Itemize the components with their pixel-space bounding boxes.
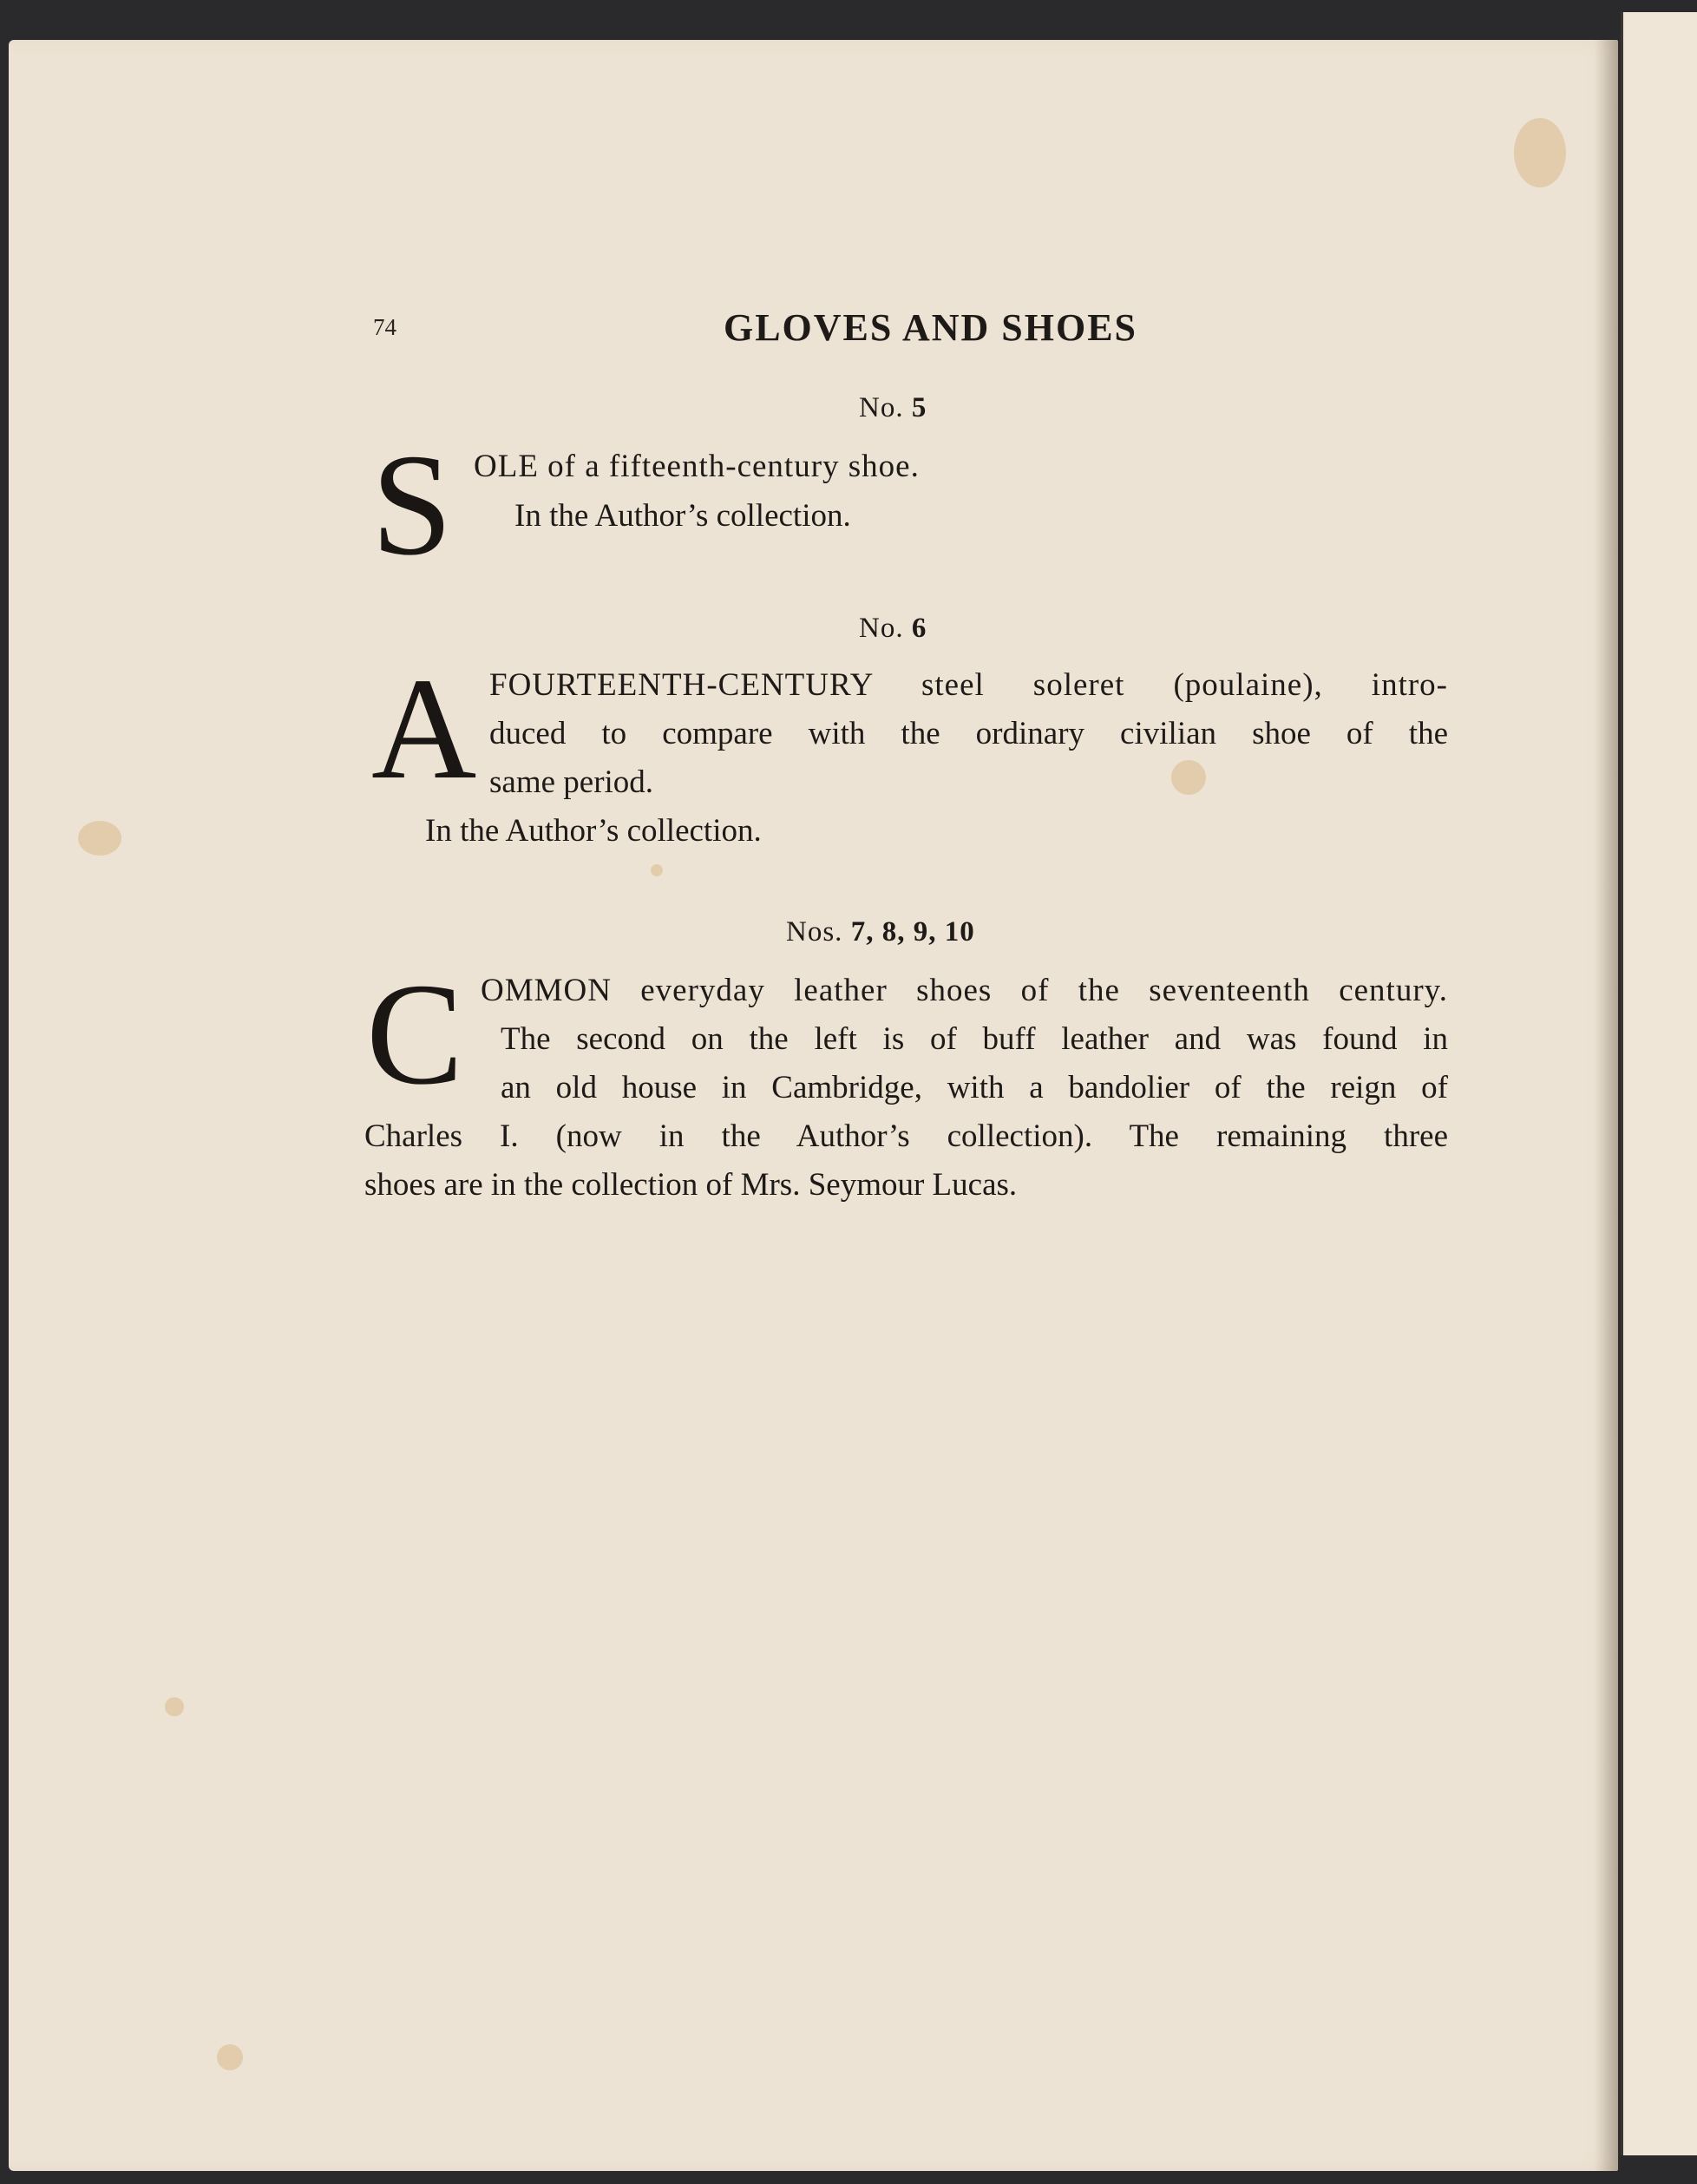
entry-text-line: OMMON everyday leather shoes of the seventeenth century. [481, 973, 1448, 1008]
spine-shadow [1595, 40, 1621, 2171]
entry-heading-prefix: No. [859, 392, 904, 423]
foxing-stain [1514, 118, 1566, 187]
foxing-stain [78, 821, 121, 856]
dropcap: A [371, 648, 477, 810]
book-page [9, 40, 1618, 2171]
next-page-edge [1621, 12, 1697, 2155]
foxing-stain [217, 2044, 243, 2070]
entry-text-line: same period. [489, 764, 654, 800]
entry-text-line: OLE of a fifteenth-century shoe. [474, 449, 920, 484]
entry-heading-5 [859, 392, 927, 424]
dropcap: C [366, 954, 464, 1115]
foxing-stain [1171, 760, 1206, 795]
entry-heading-number: 5 [911, 392, 927, 423]
entry-heading-prefix: Nos. [786, 916, 843, 948]
entry-text-line: shoes are in the collection of Mrs. Seymour Lucas. [364, 1167, 1018, 1203]
entry-heading-prefix: No. [859, 613, 904, 644]
entry-text-line: FOURTEENTH-CENTURY steel soleret (poulaine), intro- [489, 667, 1448, 703]
dropcap: S [371, 424, 453, 586]
foxing-stain [165, 1697, 184, 1716]
entry-text-line: In the Author’s collection. [425, 813, 762, 849]
page-title: GLOVES AND SHOES [723, 306, 1138, 349]
entry-text-line: Charles I. (now in the Author’s collection). The remaining three [364, 1118, 1448, 1154]
entry-text-line: an old house in Cambridge, with a bandolier of the reign of [501, 1070, 1448, 1105]
page-number: 74 [373, 314, 396, 340]
entry-heading-number: 7, 8, 9, 10 [850, 916, 975, 948]
entry-text-line: In the Author’s collection. [514, 498, 851, 534]
entry-heading-7-10 [786, 916, 975, 948]
entry-heading-number: 6 [911, 613, 927, 644]
entry-text-line: duced to compare with the ordinary civilian shoe of the [489, 716, 1448, 751]
entry-heading-6 [859, 613, 927, 645]
foxing-stain [651, 864, 663, 876]
entry-text-line: The second on the left is of buff leather and was found in [501, 1021, 1448, 1057]
